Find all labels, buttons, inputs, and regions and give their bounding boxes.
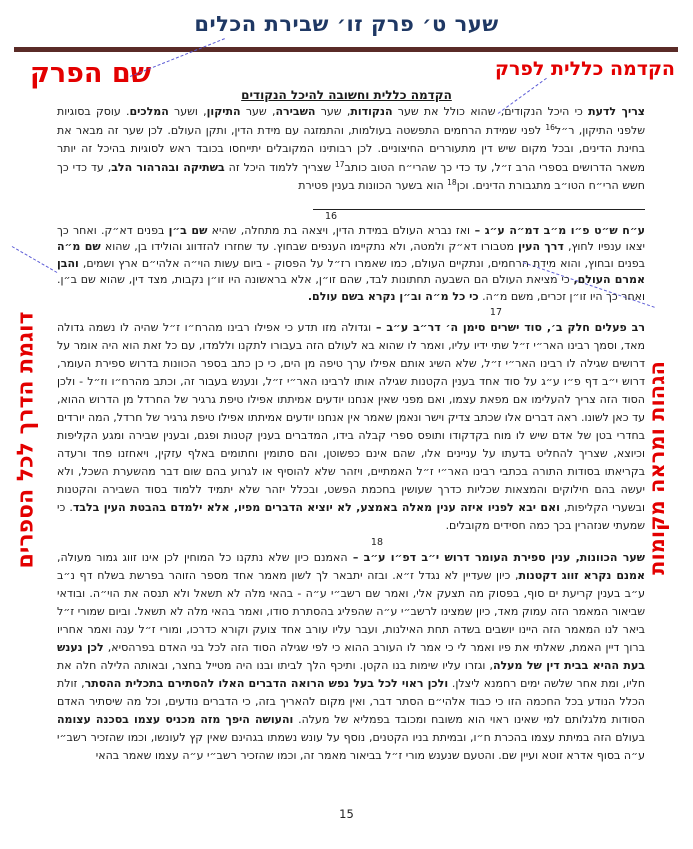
footnote-16-text: ע״ח ש״ט פ״ו מ״ב דמ״ה ע״ג – ואז נברא העולם במידת הדין, ויצאה בת מתחלה, שהיא שם ב״ן בפנים דא״ק. ואחר כך יצאו ענפיו לחוץ, דרך העין מטבורו דא״ק ולמטה, ולא נתקיימו הענפים שבחוץ. עד שחזרו להזדווג והולידו בן, שהוא שם מ״ה בפנים ובחוץ, והוא מידת הרחמים, ונתקיים העולם, כמו שאמרו רז״ל על הפסוק - ביום עשות הוי״ה אלהי״ם ארץ ושמים, והבן אמרם העולם, כי מציאת העולם הם השבעה תחתונות לבד, שהם זו״ן, אלא בראשונה היו זו״ן נקבות, מצד דין, שהוא שם ב״ן. ואחר כך היו זו״ן זכרים, משם מ״ה. כי כל מ״ה וב״ן נקרא בשם עולם. [57,223,645,303]
page-title: שער ט׳ פרק זו׳ שבירת הכלים [194,12,499,36]
text-column [57,103,645,767]
footnote-number: 18 [370,537,383,548]
footnote-number: 16 [325,210,338,222]
margin-label-left-vertical: דוגמת הדרך לכל הספרים [13,311,39,569]
margin-label-right-vertical: הגהות ומראה מקומות [645,361,669,575]
footnote-17-text: רב פעלים חלק ב׳, סוד ישרים סימן ה׳ דר״ב ע״ב – וגדולה מזו תדע כי אפילו רבינו מהרח״ו ז״ל שהיה לו נשמה גדולה מאד, וסמך רבינו האר״י ז״ל שתי ידיו עליו, ואמר לו שהוא בא לעולם הזה בעבורו לתקנו וללמדו, עם כל זאת הוא היה אומר על דרושים שגילה לו רבינו האר״י ז״ל, שלא השיג אותם אפילו ערך טיפה מן הים, כי כן כתב בספר הכוונות בדרוש ספירת העומר, דרוש י״ב דף פ״ו ע״ג על סוד אחד בענין הקטנות שגילה אותו לרבינו האר״י ז״ל, ונענש בעבור זה, וכתב מהרח״ו וז״ל - ולכן הסוד הזה צריך להעלימו אם מפאת עצמו, ואם מפני שאין אנחנו יודעים אמיתתו אפילו טיפת גרגיר של החרדל מן הדרוש ההוא, עד כאן לשונו. ראה דברים אלו שכתב צדיק וישר ונאמן שאמר אין אנחנו יודעים אמיתתו אפילו טיפת גרגיר של חרדל, המה יורדים בחדרי בטן של אדם שיש לו מוח בקדקודו ותופס ספרי קבלה בידו, המדברים בענין קטנות ופגם, ובענין שבירה ומגע הקליפות וכיוצא, שצריך להחליט בדעתו על עניינים אלו, שהם אינם כפשוטן, והם סתומין וחתומים באלף עזקין, ויאחזנו פחד ורעדה בקריאתו בסודות התורה בכתבי רבינו האר״י ז״ל האמתיים, ויזהר שלא להוסיף או לגרוע בהם שום דבר מהשערת השכל, ולא יעשה בהם חילוקים והמצאות שכליות כדרך שעושין בחכמת הפשט, ובכלל יזהר שלא יתמיד ללמוד בסוד השבירה והקטנות ובשערי הקליפות, ואם יבא לפניו איזה ענין מאלה באמצע, לא יוציא הדברים מפיו, אלא ילמדם בהבטת העין בלבד. כי שמעתי שנזהרין בכך כמה חסידים מקובלים. [57,321,645,532]
main-paragraph: צריך לדעת כי היכל הנקודים, שהוא כולל את שער הנקודות, שער השבירה, שער התיקון, ושער המלכים. עוסק בסוגיות שלפני התיקון, ר״ל$^{16}$ לפני שמידת הרחמים התפשטה בעולמות, והתמזגה עם מידת הדין, ותקן העולם. לכן שער זה מבאר את בחינת הדינים, ובכל מקום שיש דין מתעוררים החיצוניים. לכן רבותינו המקובלים יתייחסו בכובד ראש לסוגיות בהיכל זה יותר משאר הדרושים בספרי הרב ז״ל, עד כדי כך שהרי״ח הטוב כותב$^{17}$ שצריך ללמוד היכל זה בשתיקה ובהרהור הלב, עד כדי כך חשש הרי״ח הטו״ב מתגבורת הדינים. וכן$^{18}$ הוא בשער הכוונות בענין פטירת [57,105,645,193]
connector-line-left-margin [12,246,58,273]
margin-label-chapter-intro: הקדמה כללית לפרק [495,58,675,80]
footnote-18-text: שער הכוונות, ענין ספירת העומר דרוש י״ב דפ״ו ע״ב – האמנם כיון שלא נתקנו כל המוחין לכן אינו זווג גמור מעולה, אמנם נקרא זווג דקטנות, כיון שעדיין לא נגדל ז״א. ובזה יתבאר לך לשון מאמר אחד מספר הזוהר בפרשת בשלח דף נ״ב ע״ב בענין קריעת ים סוף, בפסוק מה תצעק אלי, ואמר שם רשב״י ע״ה - בהאי מלה לא תשאל ולא תנסה את הוי״ה. ובודאי שביאור המאמר הזה עמוק מאד, כיון שמצינו לרשב״י ע״ה שהפליג בהסתרת סודו, ואמר בהאי מלה לא תשאל. וביום שמורי ז״ל ביאר לנו המאמר הזה היינו יושבים בשדה תחת האילנות, ועבר עליו עורב אחד צועק וקורא כדרכו, ומורי ז״ל ענה ואמר אחריו ברוך דיין האמת, שאלתי את פיו ואמר לי כי אמר לו העורב ההוא כי לפי שגילה הסוד הזה לכל בני האדם בפרהסיא, לכן נענש בעת ההיא בבית דין של מעלה, וגזרו עליו שימות בנו הקטן. ותיכף הלך לביתו ובנו היה מטייל בחצר, ובאותה הלילה חלה את חליו, ומת אחר שלשה ימים רחמנא ליצלן. ולכן ראוי לכל בעל נפש הרואה הדברים האלו להסתירם בתכלית ההסתר, זולת הכלל הנודע בכל החכמה הזו כי כבוד אלהי״ם הסתר דבר, ואין מקום להאריך בזה, כי הדברים נודעים, וכל מה שיסתיר האדם הסודות מלגלותם למי שאינו ראוי הוא משובח ומכובד בפמליא של מעלה. והעושה היפך מזה מכניס עצמו בסכנה עצומה בעולם הזה במיתת עצמו בהכרת ח״ו, ובמיתת בניו הקטנים, נוסף על עונש נשמתו בגהינם שאין קץ לעונשו, וכמו שהזכיר רשב״י ע״ה בסוף אדרא זוטא ועיין שם. והטעם שנענש מורי ז״ל בביאור מאמר זה, וכמו שהזכיר רשב״י ע״ה עצמו שאמר בהאי [57,551,646,762]
footnote-number: 17 [489,307,502,318]
section-heading: הקדמה כללית וחשובה להיכל הנקודים [241,88,452,102]
page-number: 15 [339,807,354,821]
footnote-separator-rule [313,209,645,210]
margin-label-chapter-name: שם הפרק [30,58,152,89]
title-divider-rule [14,47,678,52]
